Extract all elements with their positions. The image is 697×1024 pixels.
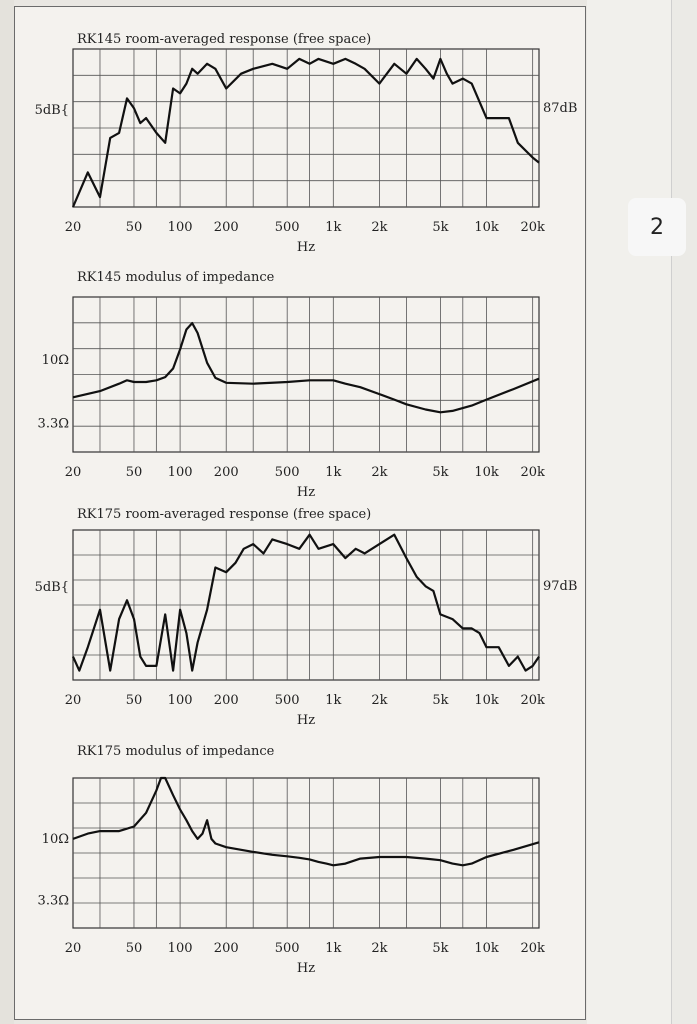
chart-2-x-tick-label: 20k: [520, 465, 545, 480]
chart-1-x-tick-label: 200: [213, 220, 239, 235]
chart-4-x-tick-label: 50: [125, 941, 143, 956]
chart-1-x-tick-label: 10k: [474, 220, 499, 235]
chart-1-scale-label: 5dB{: [34, 103, 69, 118]
chart-1-x-tick-label: 20k: [520, 220, 545, 235]
chart-4-x-tick-label: 500: [274, 941, 300, 956]
chart-1-reference-label: 87dB: [543, 101, 578, 117]
chart-4-y-tick-label: 10Ω: [41, 831, 69, 847]
chart-4-x-tick-label: 2k: [371, 941, 388, 956]
chart-2-x-tick-label: 1k: [325, 465, 342, 480]
chart-3-x-tick-label: 20: [64, 693, 82, 708]
chart-4-series-line: [73, 778, 539, 865]
chart-1-x-tick-label: 2k: [371, 220, 388, 235]
chart-2-y-tick-label: 3.3Ω: [37, 416, 69, 432]
chart-2-x-tick-label: 2k: [371, 465, 388, 480]
chart-4-y-tick-label: 3.3Ω: [37, 893, 69, 909]
chart-4-x-tick-label: 100: [167, 941, 193, 956]
chart-4-title: RK175 modulus of impedance: [77, 744, 275, 759]
chart-3-scale-label: 5dB{: [34, 580, 69, 595]
chart-3-x-tick-label: 50: [125, 693, 143, 708]
chart-2-x-tick-label: 5k: [432, 465, 449, 480]
chart-3-x-tick-label: 100: [167, 693, 193, 708]
chart-4-x-tick-label: 1k: [325, 941, 342, 956]
chart-2-x-tick-label: 10k: [474, 465, 499, 480]
chart-2-x-tick-label: 50: [125, 465, 143, 480]
chart-3-x-tick-label: 5k: [432, 693, 449, 708]
chart-4-x-tick-label: 10k: [474, 941, 499, 956]
chart-3-x-tick-label: 2k: [371, 693, 388, 708]
chart-2-series-line: [73, 323, 539, 412]
chart-1-x-tick-label: 1k: [325, 220, 342, 235]
chart-1-x-tick-label: 50: [125, 220, 143, 235]
chart-2-x-tick-label: 100: [167, 465, 193, 480]
chart-1-x-tick-label: 20: [64, 220, 82, 235]
chart-3-x-axis-label: Hz: [296, 713, 316, 728]
chart-2-x-tick-label: 500: [274, 465, 300, 480]
chart-3-x-tick-label: 500: [274, 693, 300, 708]
page-number-badge[interactable]: 2: [628, 198, 686, 256]
chart-3-x-tick-label: 10k: [474, 693, 499, 708]
chart-2-y-tick-label: 10Ω: [41, 352, 69, 368]
chart-3-x-tick-label: 200: [213, 693, 239, 708]
chart-1-x-tick-label: 100: [167, 220, 193, 235]
chart-4-x-tick-label: 20: [64, 941, 82, 956]
chart-2-title: RK145 modulus of impedance: [77, 270, 275, 285]
chart-3-x-tick-label: 1k: [325, 693, 342, 708]
chart-2-x-tick-label: 200: [213, 465, 239, 480]
chart-4-x-tick-label: 20k: [520, 941, 545, 956]
chart-4-x-tick-label: 5k: [432, 941, 449, 956]
chart-1-series-line: [73, 59, 539, 207]
chart-2-x-tick-label: 20: [64, 465, 82, 480]
chart-4-x-axis-label: Hz: [296, 961, 316, 976]
chart-3-x-tick-label: 20k: [520, 693, 545, 708]
chart-1-x-tick-label: 500: [274, 220, 300, 235]
chart-3-title: RK175 room-averaged response (free space): [77, 507, 372, 522]
chart-3-reference-label: 97dB: [543, 579, 578, 594]
chart-1-x-axis-label: Hz: [296, 240, 316, 255]
chart-4-x-tick-label: 200: [213, 941, 239, 956]
chart-2-x-axis-label: Hz: [296, 485, 316, 500]
chart-1-x-tick-label: 5k: [432, 220, 449, 235]
chart-1-title: RK145 room-averaged response (free space): [77, 32, 372, 47]
